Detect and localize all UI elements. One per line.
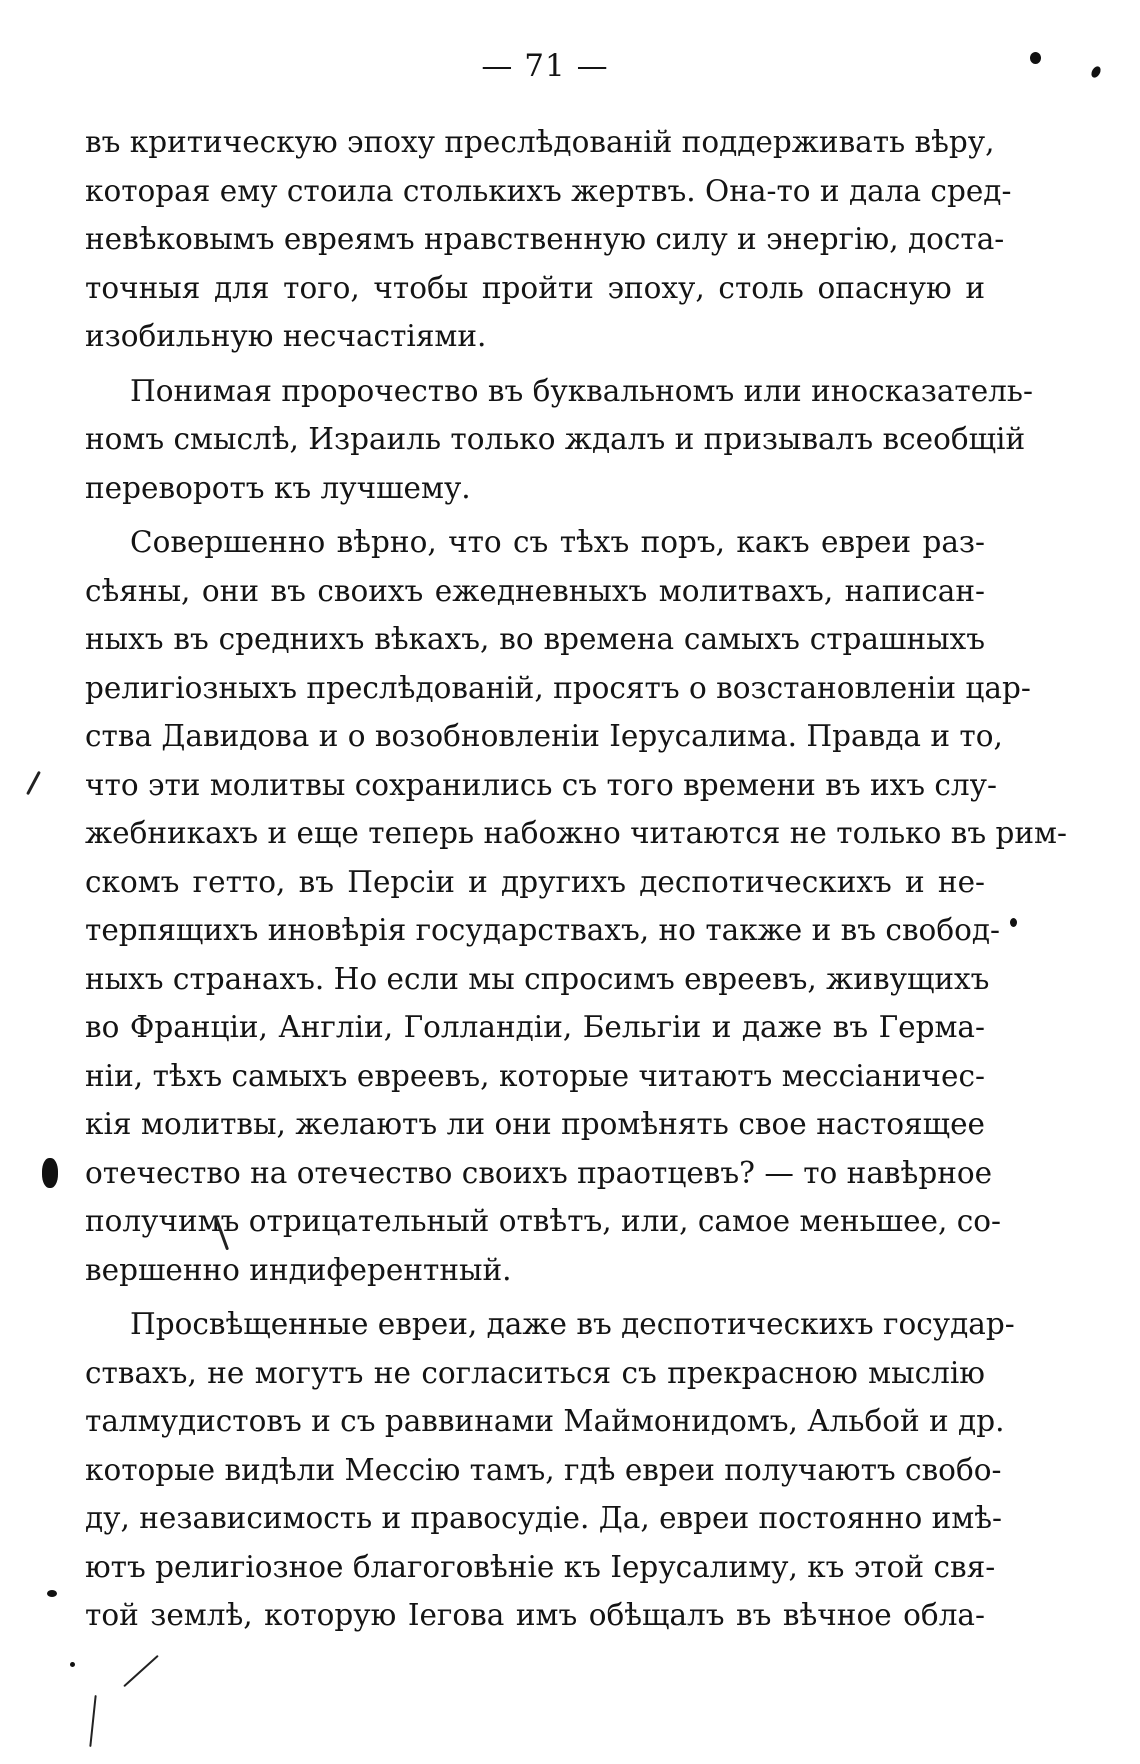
text-line: ютъ религіозное благоговѣніе къ Іерусалиму, къ этой свя-	[85, 1549, 996, 1584]
text-line: терпящихъ иновѣрія государствахъ, но также и въ свобод-	[85, 913, 1000, 947]
ink-stroke	[89, 1695, 96, 1747]
ink-stroke	[123, 1655, 159, 1687]
ink-speck	[1030, 52, 1041, 64]
text-line: ду, независимость и правосудіе. Да, евреи постоянно имѣ-	[85, 1501, 1002, 1535]
text-line: невѣковымъ евреямъ нравственную силу и энергію, доста-	[85, 222, 1005, 256]
ink-speck	[70, 1662, 75, 1667]
text-line: что эти молитвы сохранились съ того времени въ ихъ слу-	[85, 767, 997, 802]
paragraph-3	[85, 518, 1067, 1294]
ink-speck	[47, 1590, 57, 1597]
text-line: изобильную несчастіями.	[85, 319, 487, 353]
text-line: получимъ отрицательный отвѣтъ, или, самое меньшее, со-	[85, 1204, 1001, 1238]
text-line: Понимая пророчество въ буквальномъ или иносказатель-	[130, 373, 1033, 408]
text-line: Совершенно вѣрно, что съ тѣхъ поръ, какъ евреи раз-	[130, 525, 985, 559]
text-line: кія молитвы, желаютъ ли они промѣнять свое настоящее	[85, 1107, 985, 1141]
text-line: во Франціи, Англіи, Голландіи, Бельгіи и даже въ Герма-	[85, 1010, 985, 1044]
text-line: ства Давидова и о возобновленіи Іерусалима. Правда и то,	[85, 719, 1003, 753]
text-line: сѣяны, они въ своихъ ежедневныхъ молитвахъ, написан-	[85, 573, 985, 608]
text-line: религіозныхъ преслѣдованій, просятъ о возстановленіи цар-	[85, 670, 1031, 705]
text-line: переворотъ къ лучшему.	[85, 470, 471, 505]
ink-speck	[1090, 65, 1103, 79]
text-line: ніи, тѣхъ самыхъ евреевъ, которые читаютъ мессіаничес-	[85, 1058, 985, 1093]
text-line: въ критическую эпоху преслѣдованій поддерживать вѣру,	[85, 125, 995, 159]
ink-speck	[1010, 918, 1017, 927]
text-line: талмудистовъ и съ раввинами Маймонидомъ, Альбой и др.	[85, 1404, 1005, 1438]
ink-stroke	[26, 771, 41, 795]
text-line: ныхъ странахъ. Но если мы спросимъ евреевъ, живущихъ	[85, 961, 990, 996]
page-number: — 71 —	[481, 48, 609, 84]
text-line: которая ему стоила столькихъ жертвъ. Она-то и дала сред-	[85, 173, 1012, 208]
text-line: которые видѣли Мессію тамъ, гдѣ евреи получаютъ свобо-	[85, 1452, 1002, 1487]
paragraph-1	[85, 118, 1012, 361]
text-line: той землѣ, которую Іегова имъ обѣщалъ въ вѣчное обла-	[85, 1598, 985, 1632]
text-line: точныя для того, чтобы пройти эпоху, столь опасную и	[85, 270, 985, 305]
text-line: скомъ гетто, въ Персіи и другихъ деспотическихъ и не-	[85, 864, 985, 899]
paragraph-2	[85, 367, 1033, 513]
text-line: вершенно индиферентный.	[85, 1252, 512, 1287]
paragraph-4	[85, 1300, 1015, 1640]
text-line: жебникахъ и еще теперь набожно читаются не только въ рим-	[85, 816, 1067, 850]
text-line: номъ смыслѣ, Израиль только ждалъ и призывалъ всеобщій	[85, 422, 1026, 456]
ink-speck	[42, 1158, 58, 1188]
text-line: ствахъ, не могутъ не согласиться съ прекрасною мыслію	[85, 1355, 985, 1390]
text-line: Просвѣщенные евреи, даже въ деспотическихъ государ-	[130, 1307, 1015, 1341]
body-text	[85, 118, 1067, 1640]
text-line: отечество на отечество своихъ праотцевъ? — то навѣрное	[85, 1155, 993, 1190]
text-line: ныхъ въ среднихъ вѣкахъ, во времена самыхъ страшныхъ	[85, 622, 985, 656]
